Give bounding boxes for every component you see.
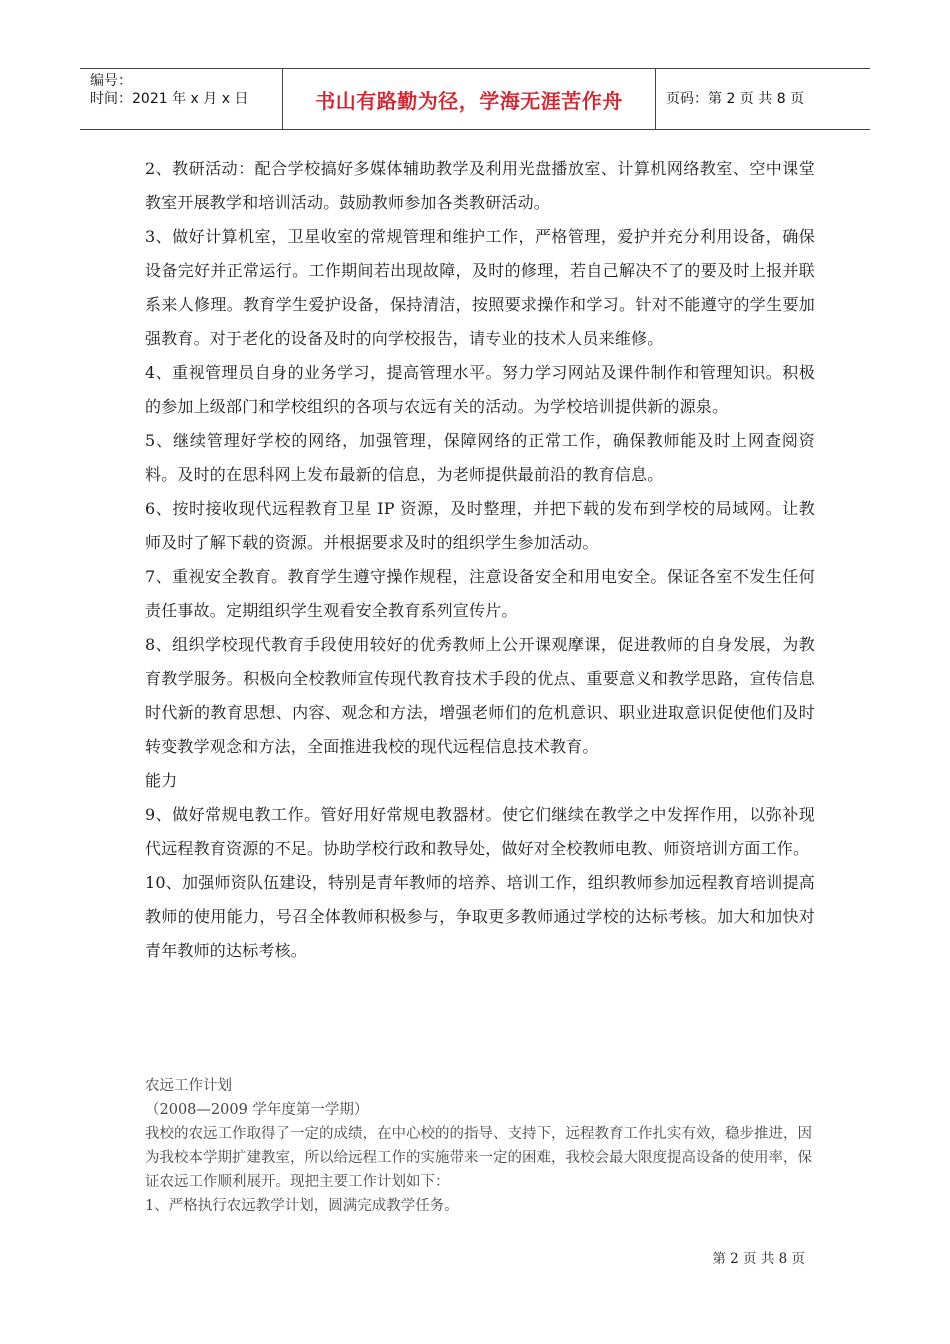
header-motto: 书山有路勤为径，学海无涯苦作舟 (315, 88, 623, 113)
paragraph-7: 7、重视安全教育。教育学生遵守操作规程，注意设备安全和用电安全。保证各室不发生任何责任事故。定期组织学生观看安全教育系列宣传片。 (145, 567, 815, 620)
header-motto-cell (282, 69, 656, 129)
paragraph-3: 3、做好计算机室，卫星收室的常规管理和维护工作，严格管理，爱护并充分利用设备，确保设备完好并正常运行。工作期间若出现故障，及时的修理，若自己解决不了的要及时上报并联系来人修理。教育学生爱护设备，保持清洁，按照要求操作和学习。针对不能遵守的学生要加强教育。对于老化的设备及时的向学校报告，请专业的技术人员来维修。 (145, 227, 815, 348)
paragraph-2: 2、教研活动：配合学校搞好多媒体辅助教学及利用光盘播放室、计算机网络教室、空中课堂教室开展教学和培训活动。鼓励教师参加各类教研活动。 (145, 159, 815, 212)
document-number-label: 编号： (90, 73, 132, 89)
paragraph-8: 8、组织学校现代教育手段使用较好的优秀教师上公开课观摩课，促进教师的自身发展，为教育教学服务。积极向全校教师宣传现代教育技术手段的优点、重要意义和教学思路，宣传信息时代新的教育思想、内容、观念和方法，增强老师们的危机意识、职业进取意识促使他们及时转变教学观念和方法，全面推进我校的现代远程信息技术教育。 (145, 635, 815, 756)
document-header (80, 68, 870, 130)
header-page-cell (656, 69, 870, 129)
header-meta-cell (80, 69, 282, 129)
plan-subtitle: （2008—2009 学年度第一学期） (145, 1102, 369, 1118)
paragraph-10: 10、加强师资队伍建设，特别是青年教师的培养、培训工作，组织教师参加远程教育培训提高教师的使用能力，号召全体教师积极参与，争取更多教师通过学校的达标考核。加大和加快对青年教师的达标考核。 (145, 873, 815, 960)
footer-page-number: 第 2 页 共 8 页 (712, 1251, 805, 1267)
paragraph-9: 9、做好常规电教工作。管好用好常规电教器材。使它们继续在教学之中发挥作用，以弥补现代远程教育资源的不足。协助学校行政和教导处，做好对全校教师电教、师资培训方面工作。 (145, 805, 815, 858)
paragraph-5: 5、继续管理好学校的网络，加强管理，保障网络的正常工作，确保教师能及时上网查阅资料。及时的在思科网上发布最新的信息，为老师提供最前沿的教育信息。 (145, 431, 815, 484)
document-date-label: 时间：2021 年 x 月 x 日 (90, 91, 249, 107)
plan-intro: 我校的农远工作取得了一定的成绩，在中心校的的指导、支持下，远程教育工作扎实有效，稳步推进，因为我校本学期扩建教室，所以给远程工作的实施带来一定的困难，我校会最大限度提高设备的使用率，保证农远工作顺利展开。现把主要工作计划如下： (145, 1126, 812, 1190)
paragraph-ability: 能力 (145, 771, 178, 790)
plan-title: 农远工作计划 (145, 1078, 232, 1094)
header-page-number: 页码：第 2 页 共 8 页 (666, 90, 805, 107)
plan-section (145, 1074, 815, 1218)
paragraph-6: 6、按时接收现代远程教育卫星 IP 资源，及时整理，并把下载的发布到学校的局域网。让教师及时了解下载的资源。并根据要求及时的组织学生参加活动。 (145, 499, 815, 552)
paragraph-4: 4、重视管理员自身的业务学习，提高管理水平。努力学习网站及课件制作和管理知识。积极的参加上级部门和学校组织的各项与农远有关的活动。为学校培训提供新的源泉。 (145, 363, 815, 416)
main-body (145, 152, 815, 968)
plan-item-1: 1、严格执行农远教学计划，圆满完成教学任务。 (145, 1198, 459, 1214)
